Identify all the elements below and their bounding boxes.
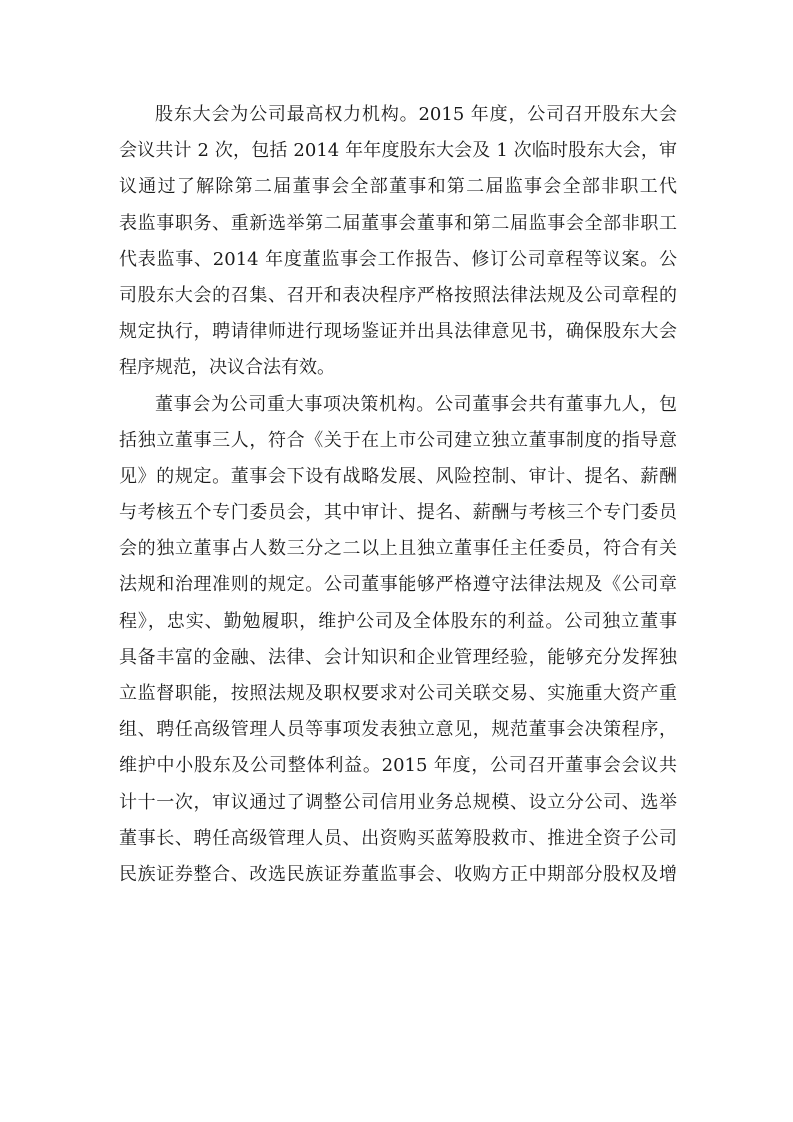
paragraph-board-of-directors xyxy=(119,387,677,894)
document-body xyxy=(119,97,677,893)
text-line: 括独立董事三人，符合《关于在上市公司建立独立董事制度的指导意 xyxy=(119,429,677,451)
text-line: 股东大会为公司最高权力机构。2015 年度，公司召开股东大会 xyxy=(155,104,677,125)
text-line: 司股东大会的召集、召开和表决程序严格按照法律法规及公司章程的 xyxy=(119,284,677,306)
text-line: 规定执行，聘请律师进行现场鉴证并出具法律意见书，确保股东大会 xyxy=(119,321,677,343)
text-line: 民族证券整合、改选民族证券董监事会、收购方正中期部分股权及增 xyxy=(119,863,677,885)
text-line: 董事会为公司重大事项决策机构。公司董事会共有董事九人，包 xyxy=(155,393,677,415)
text-line: 程》，忠实、勤勉履职，维护公司及全体股东的利益。公司独立董事 xyxy=(119,610,677,632)
text-line: 计十一次，审议通过了调整公司信用业务总规模、设立分公司、选举 xyxy=(119,791,677,813)
text-line: 组、聘任高级管理人员等事项发表独立意见，规范董事会决策程序， xyxy=(119,719,677,741)
text-line: 具备丰富的金融、法律、会计知识和企业管理经验，能够充分发挥独 xyxy=(119,646,677,668)
paragraph-shareholders-meeting xyxy=(119,97,677,387)
text-line: 表监事职务、重新选举第二届董事会董事和第二届监事会全部非职工 xyxy=(119,212,677,234)
text-line: 法规和治理准则的规定。公司董事能够严格遵守法律法规及《公司章 xyxy=(119,574,677,596)
text-line: 程序规范，决议合法有效。 xyxy=(119,357,335,379)
text-line: 立监督职能，按照法规及职权要求对公司关联交易、实施重大资产重 xyxy=(119,683,677,704)
text-line: 维护中小股东及公司整体利益。2015 年度，公司召开董事会会议共 xyxy=(119,755,677,777)
text-line: 代表监事、2014 年度董监事会工作报告、修订公司章程等议案。公 xyxy=(119,248,677,270)
text-line: 会议共计 2 次，包括 2014 年年度股东大会及 1 次临时股东大会，审 xyxy=(119,140,677,162)
text-line: 见》的规定。董事会下设有战略发展、风险控制、审计、提名、薪酬 xyxy=(119,465,677,487)
text-line: 议通过了解除第二届董事会全部董事和第二届监事会全部非职工代 xyxy=(119,176,677,198)
text-line: 董事长、聘任高级管理人员、出资购买蓝筹股救市、推进全资子公司 xyxy=(119,827,677,849)
text-line: 与考核五个专门委员会，其中审计、提名、薪酬与考核三个专门委员 xyxy=(119,502,677,524)
text-line: 会的独立董事占人数三分之二以上且独立董事任主任委员，符合有关 xyxy=(119,538,677,560)
